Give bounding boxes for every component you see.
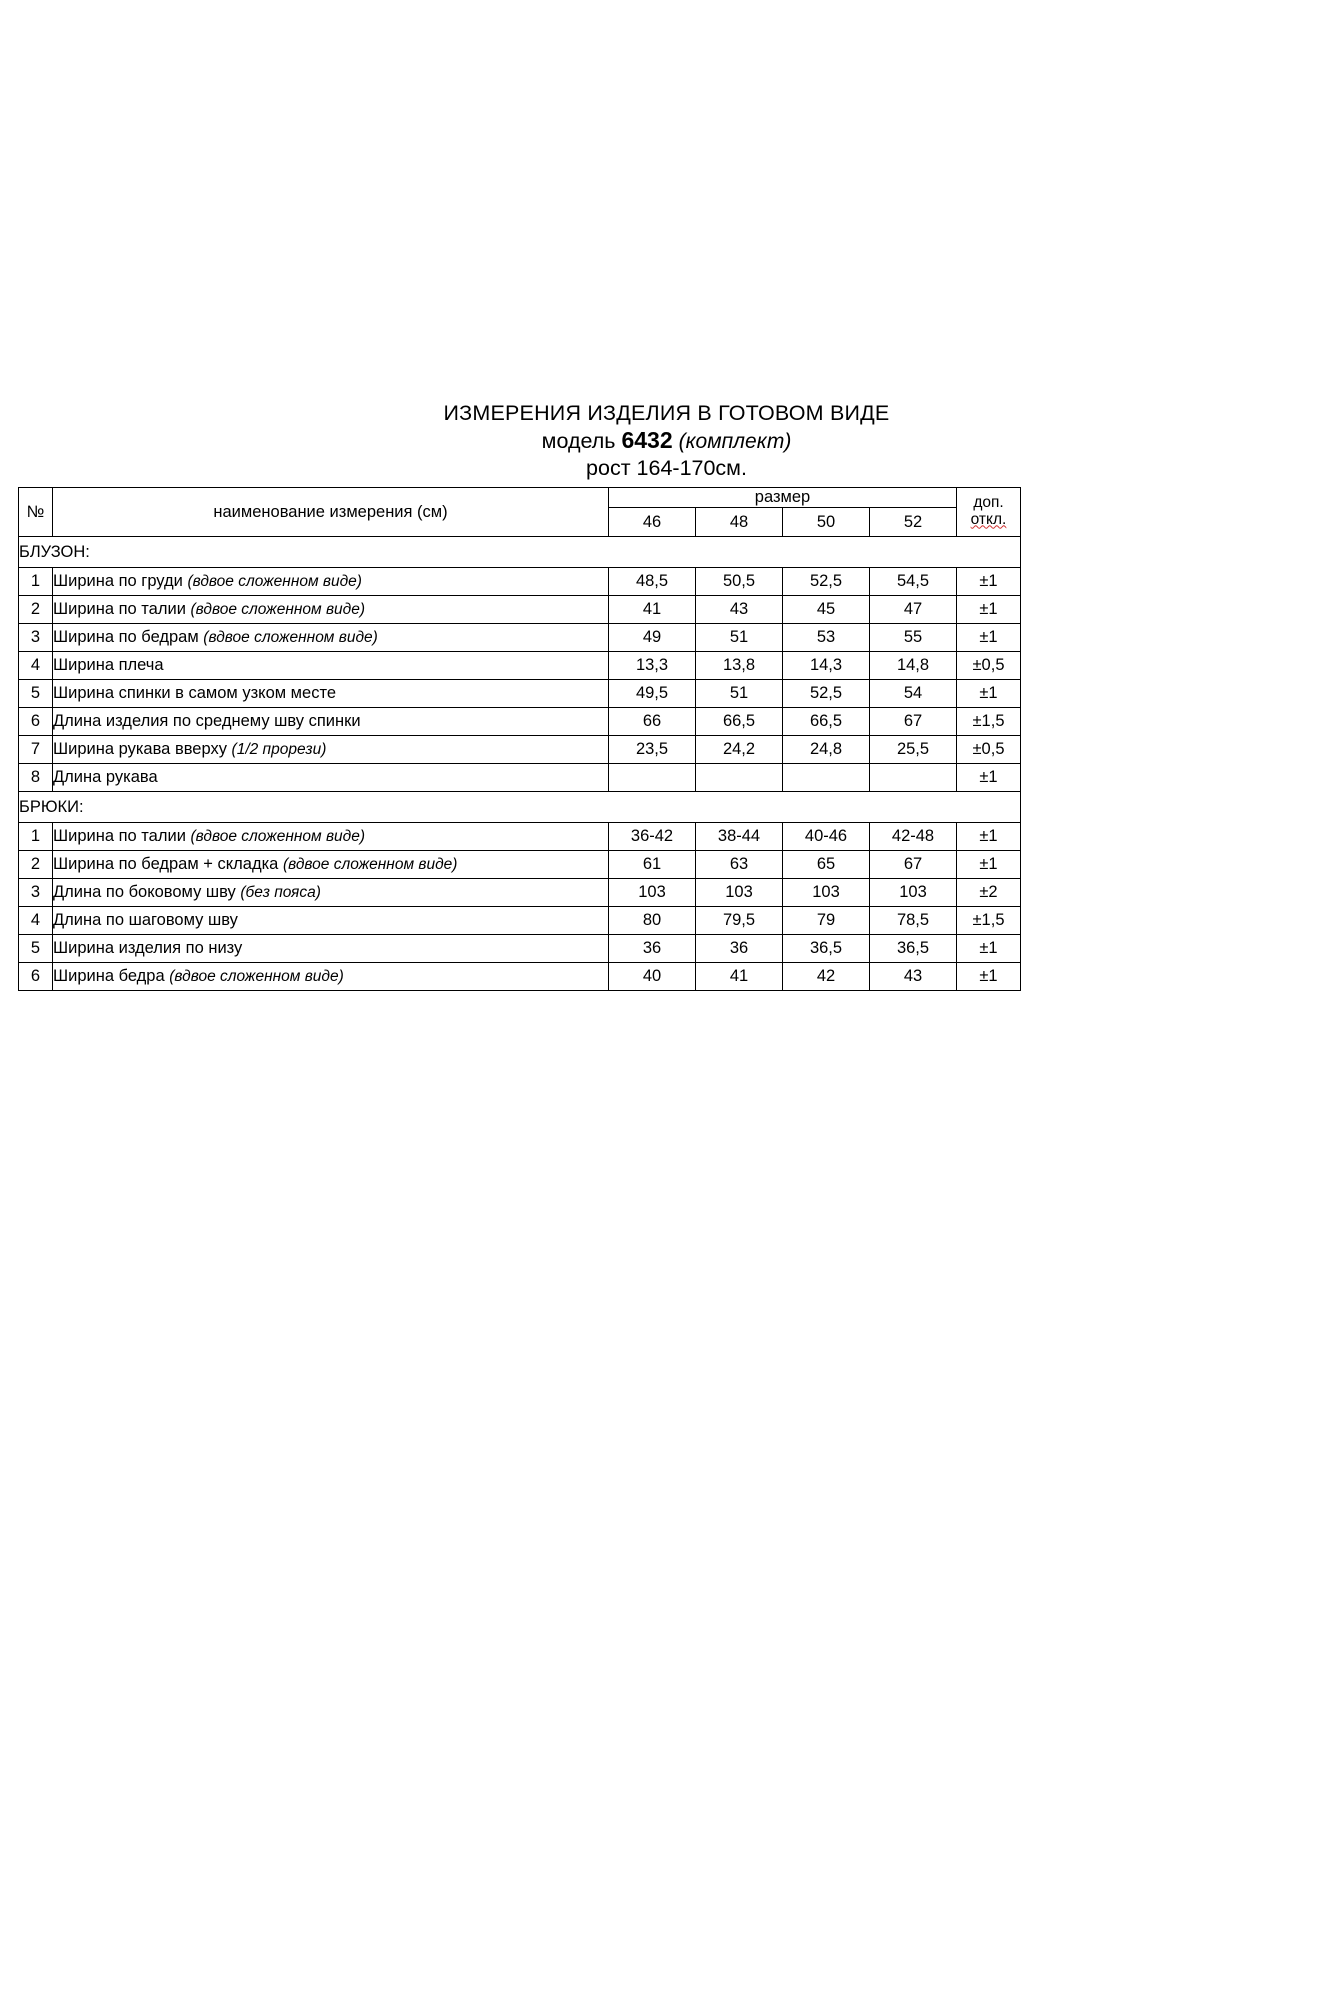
size-column-48: 48 xyxy=(696,508,783,537)
row-value-size-52: 67 xyxy=(870,851,957,879)
row-value-size-46: 61 xyxy=(609,851,696,879)
row-value-size-48: 41 xyxy=(696,963,783,991)
row-measurement-name xyxy=(53,879,609,907)
row-value-size-52: 78,5 xyxy=(870,907,957,935)
row-name-text: Длина по боковому шву xyxy=(53,883,241,902)
row-value-size-52: 43 xyxy=(870,963,957,991)
row-name-text: Ширина изделия по низу xyxy=(53,939,243,958)
row-value-size-50: 42 xyxy=(783,963,870,991)
header-size-group: размер xyxy=(609,488,957,508)
row-value-size-50: 65 xyxy=(783,851,870,879)
row-value-size-52: 54 xyxy=(870,680,957,708)
row-value-size-46: 41 xyxy=(609,596,696,624)
row-measurement-name xyxy=(53,736,609,764)
row-name-note: (вдвое сложенном виде) xyxy=(282,856,458,874)
row-number: 3 xyxy=(19,879,53,907)
row-name-note: (вдвое сложенном виде) xyxy=(169,968,344,986)
row-measurement-name xyxy=(53,935,609,963)
row-measurement-name xyxy=(53,680,609,708)
header-deviation-line1: доп. xyxy=(973,494,1004,512)
table-row xyxy=(19,851,1021,879)
row-deviation: ±1 xyxy=(957,624,1021,652)
row-value-size-48: 13,8 xyxy=(696,652,783,680)
row-name-note: (1/2 прорези) xyxy=(231,741,327,759)
row-value-size-50: 52,5 xyxy=(783,568,870,596)
row-name-text: Ширина по талии xyxy=(53,600,191,619)
row-name-text: Ширина спинки в самом узком месте xyxy=(53,684,337,703)
row-value-size-50: 14,3 xyxy=(783,652,870,680)
row-number: 1 xyxy=(19,568,53,596)
row-value-size-50: 103 xyxy=(783,879,870,907)
row-value-size-52: 25,5 xyxy=(870,736,957,764)
row-number: 4 xyxy=(19,907,53,935)
row-deviation: ±0,5 xyxy=(957,652,1021,680)
row-deviation: ±1 xyxy=(957,963,1021,991)
row-deviation: ±1 xyxy=(957,851,1021,879)
row-value-size-46: 36-42 xyxy=(609,823,696,851)
size-column-46: 46 xyxy=(609,508,696,537)
model-label: модель xyxy=(541,429,616,454)
row-number: 8 xyxy=(19,764,53,792)
model-line xyxy=(18,426,1315,455)
row-measurement-name xyxy=(53,907,609,935)
row-measurement-name xyxy=(53,596,609,624)
row-value-size-46: 13,3 xyxy=(609,652,696,680)
row-name-text: Ширина по бедрам xyxy=(53,628,204,647)
row-number: 6 xyxy=(19,708,53,736)
table-row xyxy=(19,963,1021,991)
row-name-text: Ширина бедра xyxy=(53,967,170,986)
table-row xyxy=(19,652,1021,680)
row-deviation: ±1 xyxy=(957,764,1021,792)
row-number: 4 xyxy=(19,652,53,680)
row-name-note: (без пояса) xyxy=(240,884,321,902)
row-value-size-48: 103 xyxy=(696,879,783,907)
row-value-size-48: 50,5 xyxy=(696,568,783,596)
row-value-size-46: 80 xyxy=(609,907,696,935)
table-row xyxy=(19,680,1021,708)
row-name-note: (вдвое сложенном виде) xyxy=(203,629,378,647)
row-value-size-46: 36 xyxy=(609,935,696,963)
row-deviation: ±1 xyxy=(957,935,1021,963)
row-value-size-52: 36,5 xyxy=(870,935,957,963)
row-name-text: Ширина по груди xyxy=(53,572,188,591)
table-row xyxy=(19,823,1021,851)
row-deviation: ±1,5 xyxy=(957,708,1021,736)
row-deviation: ±1 xyxy=(957,680,1021,708)
row-value-size-48: 36 xyxy=(696,935,783,963)
row-value-size-48: 38-44 xyxy=(696,823,783,851)
row-value-size-46: 49 xyxy=(609,624,696,652)
row-number: 5 xyxy=(19,680,53,708)
header-measurement-name: наименование измерения (см) xyxy=(53,488,609,537)
size-column-50: 50 xyxy=(783,508,870,537)
document-title-block xyxy=(18,400,1315,481)
row-number: 2 xyxy=(19,596,53,624)
row-value-size-52 xyxy=(870,764,957,792)
row-number: 5 xyxy=(19,935,53,963)
row-value-size-48 xyxy=(696,764,783,792)
row-value-size-52: 67 xyxy=(870,708,957,736)
row-value-size-46: 103 xyxy=(609,879,696,907)
row-value-size-50: 53 xyxy=(783,624,870,652)
row-value-size-50: 24,8 xyxy=(783,736,870,764)
row-name-text: Ширина по бедрам + складка xyxy=(53,855,283,874)
row-value-size-48: 43 xyxy=(696,596,783,624)
row-value-size-50: 79 xyxy=(783,907,870,935)
row-measurement-name xyxy=(53,652,609,680)
row-value-size-46: 23,5 xyxy=(609,736,696,764)
row-deviation: ±2 xyxy=(957,879,1021,907)
row-number: 7 xyxy=(19,736,53,764)
row-number: 1 xyxy=(19,823,53,851)
row-value-size-48: 63 xyxy=(696,851,783,879)
row-deviation: ±0,5 xyxy=(957,736,1021,764)
row-name-note: (вдвое сложенном виде) xyxy=(187,573,362,591)
row-value-size-52: 14,8 xyxy=(870,652,957,680)
size-column-52: 52 xyxy=(870,508,957,537)
row-measurement-name xyxy=(53,823,609,851)
row-name-note: (вдвое сложенном виде) xyxy=(190,828,366,846)
table-row xyxy=(19,736,1021,764)
row-deviation: ±1 xyxy=(957,596,1021,624)
header-deviation-line2: откл. xyxy=(970,510,1007,528)
measurements-document xyxy=(18,400,1315,991)
row-value-size-50 xyxy=(783,764,870,792)
table-row xyxy=(19,879,1021,907)
table-row xyxy=(19,568,1021,596)
table-section-row xyxy=(19,537,1021,568)
table-header-row xyxy=(19,488,1021,508)
row-name-text: Длина рукава xyxy=(53,768,158,787)
row-number: 6 xyxy=(19,963,53,991)
row-value-size-50: 66,5 xyxy=(783,708,870,736)
row-value-size-46 xyxy=(609,764,696,792)
row-value-size-50: 45 xyxy=(783,596,870,624)
row-value-size-46: 49,5 xyxy=(609,680,696,708)
page-title: ИЗМЕРЕНИЯ ИЗДЕЛИЯ В ГОТОВОМ ВИДЕ xyxy=(443,401,890,425)
row-value-size-50: 52,5 xyxy=(783,680,870,708)
row-measurement-name xyxy=(53,851,609,879)
table-row xyxy=(19,907,1021,935)
row-number: 2 xyxy=(19,851,53,879)
height-range: рост 164-170см. xyxy=(586,455,747,480)
model-kind: (комплект) xyxy=(678,430,792,454)
table-row xyxy=(19,596,1021,624)
row-name-text: Ширина рукава вверху xyxy=(53,740,232,759)
row-value-size-46: 48,5 xyxy=(609,568,696,596)
measurements-table xyxy=(18,487,1021,991)
row-name-text: Ширина плеча xyxy=(53,656,164,675)
row-value-size-52: 54,5 xyxy=(870,568,957,596)
header-number: № xyxy=(19,488,53,537)
row-measurement-name xyxy=(53,963,609,991)
row-measurement-name xyxy=(53,568,609,596)
row-name-text: Длина по шаговому шву xyxy=(53,911,238,930)
table-row xyxy=(19,624,1021,652)
row-deviation: ±1 xyxy=(957,823,1021,851)
row-value-size-48: 79,5 xyxy=(696,907,783,935)
row-name-text: Длина изделия по среднему шву спинки xyxy=(53,712,361,731)
table-row xyxy=(19,935,1021,963)
table-row xyxy=(19,764,1021,792)
row-value-size-46: 40 xyxy=(609,963,696,991)
row-value-size-52: 42-48 xyxy=(870,823,957,851)
row-value-size-48: 51 xyxy=(696,624,783,652)
table-section-row xyxy=(19,792,1021,823)
row-number: 3 xyxy=(19,624,53,652)
row-measurement-name xyxy=(53,764,609,792)
row-value-size-50: 36,5 xyxy=(783,935,870,963)
model-number: 6432 xyxy=(621,427,673,454)
row-deviation: ±1,5 xyxy=(957,907,1021,935)
section-label: БРЮКИ: xyxy=(19,792,1021,823)
row-value-size-52: 103 xyxy=(870,879,957,907)
row-measurement-name xyxy=(53,624,609,652)
row-name-text: Ширина по талии xyxy=(53,827,191,846)
row-value-size-52: 47 xyxy=(870,596,957,624)
section-label: БЛУЗОН: xyxy=(19,537,1021,568)
row-deviation: ±1 xyxy=(957,568,1021,596)
row-value-size-48: 24,2 xyxy=(696,736,783,764)
row-measurement-name xyxy=(53,708,609,736)
row-value-size-48: 51 xyxy=(696,680,783,708)
row-value-size-50: 40-46 xyxy=(783,823,870,851)
row-value-size-48: 66,5 xyxy=(696,708,783,736)
table-row xyxy=(19,708,1021,736)
row-value-size-46: 66 xyxy=(609,708,696,736)
row-value-size-52: 55 xyxy=(870,624,957,652)
row-name-note: (вдвое сложенном виде) xyxy=(190,601,366,619)
header-deviation xyxy=(957,488,1021,537)
